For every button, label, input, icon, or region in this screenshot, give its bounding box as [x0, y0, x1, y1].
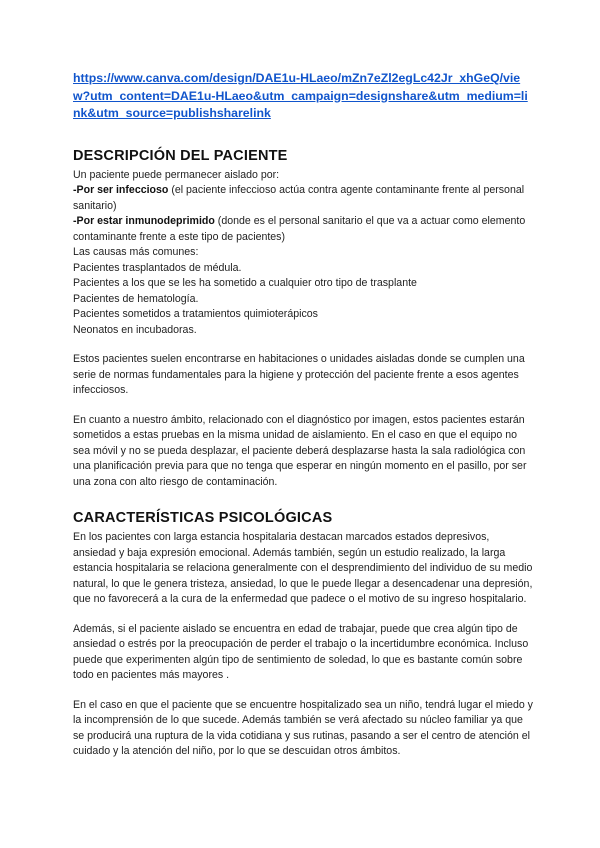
paragraph: En cuanto a nuestro ámbito, relacionado con el diagnóstico por imagen, estos pacientes estarán sometidos a estas pruebas en la misma unidad de aislamiento. En el caso en que el equipo no sea móvil y no se pueda desplazar, el paciente deberá desplazarse hasta la sala radiológica con una planificación previa para que no tenga que esperar en ningún momento en el pasillo, por ser una zona con alto riesgo de contaminación. — [73, 413, 527, 488]
paragraph: Estos pacientes suelen encontrarse en habitaciones o unidades aisladas donde se cumplen una serie de normas fundamentales para la higiene y protección del paciente frente a esos agentes infecciosos. — [73, 353, 525, 396]
item-text: (donde es el personal sanitario el que va a actuar como elemento contaminante frente a este tipo de pacientes) — [73, 215, 526, 243]
canva-link[interactable]: https://www.canva.com/design/DAE1u-HLaeo/mZn7eZl2egLc42Jr_xhGeQ/view?utm_content=DAE1u-HLaeo&utm_campaign=designshare&utm_medium=link&utm_source=publishsharelink — [73, 71, 528, 120]
causes-title: Las causas más comunes: — [73, 246, 199, 258]
list-item-inmunodeprimido — [73, 214, 533, 245]
paragraph: En los pacientes con larga estancia hospitalaria destacan marcados estados depresivos, ansiedad y baja expresión emocional. Además también, según un estudio realizado, la larga estancia hospitalaria se relaciona generalmente con el desprendimiento del individuo de su medio natural, lo que le genera tristeza, ansiedad, lo que le puede llegar a desencadenar una depresión, que no favorecerá a la cura de la enfermedad que padece o el motivo de su ingreso hospitalario. — [73, 531, 533, 605]
cause-item: Pacientes a los que se les ha sometido a cualquier otro tipo de trasplante — [73, 277, 417, 289]
section-title-descripcion: DESCRIPCIÓN DEL PACIENTE — [73, 147, 288, 164]
cause-item: Pacientes de hematología. — [73, 292, 199, 305]
spacer — [73, 490, 533, 509]
paragraph: Además, si el paciente aislado se encuentra en edad de trabajar, puede que crea algún tipo de ansiedad o estrés por la preocupación de perder el trabajo o la incertidumbre económica. Incluso puede que experimenten algún tipo de sentimiento de soledad, lo que es bastante común sobre todo en pacientes más mayores . — [73, 622, 529, 681]
spacer — [73, 608, 533, 622]
item-text: (el paciente infeccioso actúa contra agente contaminante frente al personal sanitario) — [73, 184, 525, 212]
cause-item: Neonatos en incubadoras. — [73, 323, 197, 336]
document-page — [73, 70, 533, 760]
bold-label: -Por estar inmunodeprimido — [73, 215, 215, 227]
section-title-caracteristicas: CARACTERÍSTICAS PSICOLÓGICAS — [73, 510, 333, 526]
cause-item: Pacientes trasplantados de médula. — [73, 261, 242, 274]
bold-label: -Por ser infeccioso — [73, 184, 169, 196]
intro-text: Un paciente puede permanecer aislado por: — [73, 168, 280, 181]
spacer — [73, 338, 533, 352]
spacer — [73, 684, 533, 698]
list-item-infeccioso — [73, 183, 533, 214]
spacer — [73, 399, 533, 413]
cause-item: Pacientes sometidos a tratamientos quimioterápicos — [73, 308, 318, 320]
paragraph: En el caso en que el paciente que se encuentre hospitalizado sea un niño, tendrá lugar el miedo y la incomprensión de lo que sucede. Además también se verá afectado su núcleo familiar ya que se producirá una ruptura de la vida cotidiana y sus rutinas, pasando a ser el centro de atención el cuidado y la atención del niño, por lo que se descuidan otros ámbitos. — [73, 698, 533, 757]
